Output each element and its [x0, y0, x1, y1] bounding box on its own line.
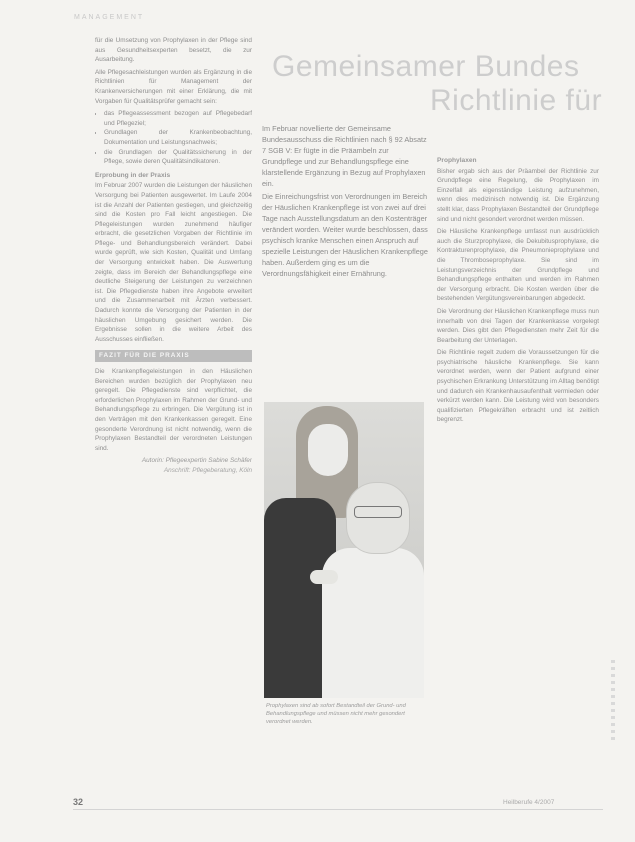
lead-paragraph-1: Im Februar novellierte der Gemeinsame Bundesausschuss die Richtlinien nach § 92 Absatz 7 SGB V: Er fügte in die Präambeln zur Grundpflege und zur Behandlungspflege eine klarstellende Ergänzung in Bezug auf Prophylaxen ein.	[262, 124, 427, 188]
article-lead	[262, 124, 428, 283]
col3-paragraph-2: Die Häusliche Krankenpflege umfasst nun ausdrücklich auch die Sturzprophylaxe, die Dekubitusprophylaxe, die Kontrakturenprophylaxe, die Pneumonieprophylaxe und die Thromboseprophylaxe. Sie sind im Leistungsverzeichnis der Grundpflege und Behandlungspflege enthalten und werden im Rahmen der Versorgung erbracht. Die Kosten werden über die bestehenden Vergütungsvereinbarungen abgedeckt.	[437, 228, 599, 303]
bullet-item: • das Pflegeassessment bezogen auf Pflegebedarf und Pflegeziel;	[104, 109, 252, 128]
page-number: 32	[73, 797, 84, 807]
col1-paragraph-1: für die Umsetzung von Prophylaxen in der Pflege sind aus Gesundheitsexperten besetzt, die zur Ausarbeitung.	[95, 37, 252, 64]
col1-subheading: Erprobung in der Praxis	[95, 171, 171, 179]
bullet-item: • Grundlagen der Krankenbeobachtung, Dokumentation und Leistungsnachweis;	[104, 128, 252, 147]
lead-paragraph-2: Die Einreichungsfrist von Verordnungen im Bereich der Häuslichen Krankenpflege ist von zwei auf drei Tage nach Ausstellungsdatum an den Kostenträger verändert worden. Weiter wurde beschlossen, dass psychisch kranke Menschen einen Anspruch auf spezielle Leistungen der Häuslichen Krankenpflege haben. Außerdem ging es um die Verordnungsfähigkeit einer Ernährung.	[262, 192, 428, 278]
col1-paragraph-4: Die Krankenpflegeleistungen in den Häuslichen Bereichen wurden bezüglich der Prophylaxen neu geregelt. Die Pflegedienste sind verpflichtet, die erforderlichen Prophylaxen im Rahmen der Grund- und Behandlungspflege zu erbringen. Die Vergütung ist in den Verträgen mit den Krankenkassen geregelt. Eine gesonderte Verordnung ist nicht notwendig, wenn die Prophylaxen Bestandteil der verordneten Leistungen sind.	[95, 368, 252, 452]
col3-paragraph-3: Die Verordnung der Häuslichen Krankenpflege muss nun innerhalb von drei Tagen der Krankenkasse vorgelegt werden. Dies gibt den Pflegediensten mehr Zeit für die Bearbeitung der Unterlagen.	[437, 307, 599, 344]
column-left	[95, 36, 252, 748]
elderly-man-figure	[322, 548, 424, 698]
summary-box-heading: FAZIT FÜR DIE PRAXIS	[95, 350, 252, 362]
glasses-icon	[354, 506, 402, 518]
col3-paragraph-4: Die Richtlinie regelt zudem die Voraussetzungen für die psychiatrische häusliche Krankenpflege. Sie kann verordnet werden, wenn der Patient aufgrund einer psychischen Erkrankung Unterstützung im Alltag benötigt und dadurch ein Krankenhausaufenthalt vermieden oder verkürzt werden kann. Die Leistung wird von besonders qualifizierten Pflegekräften erbracht und ist zeitlich begrenzt.	[437, 349, 599, 424]
column-right	[437, 152, 599, 752]
col1-bullet-list	[95, 109, 252, 167]
col1-paragraph-2: Alle Pflegesachleistungen wurden als Ergänzung in die Richtlinien für Management der Krankenversicherungen mit einer Erklärung, die mit Vorgaben für Qualitätsprüfer gemacht sein:	[95, 68, 252, 105]
col3-paragraph-1: Bisher ergab sich aus der Präambel der Richtlinie zur Grundpflege eine Regelung, die Prophylaxen im Einzelfall als eigenständige Leistung aufzunehmen, wenn dies medizinisch notwendig ist. Die Ergänzung stellt klar, dass Prophylaxen Bestandteil der Grundpflege sind und nicht gesondert verordnet werden müssen.	[437, 167, 599, 223]
footer-divider	[73, 809, 603, 810]
headline-line-2: Richtlinie für	[430, 84, 603, 117]
bullet-item: • die Grundlagen der Qualitätssicherung in der Pflege, sowie deren Qualitätsindikatoren.	[104, 148, 252, 167]
author-byline: Autorin: Pflegeexpertin Sabine Schäfer	[141, 457, 252, 465]
col3-subheading: Prophylaxen	[437, 157, 477, 164]
section-tag: MANAGEMENT	[74, 14, 145, 21]
author-address: Anschrift: Pflegeberatung, Köln	[163, 466, 252, 474]
headline-line-1: Gemeinsamer Bundes	[272, 50, 580, 83]
article-photo	[264, 402, 424, 698]
photo-caption: Prophylaxen sind ab sofort Bestandteil der Grund- und Behandlungspflege und müssen nicht mehr gesondert verordnet werden.	[266, 703, 406, 726]
side-marker	[611, 660, 615, 740]
col1-paragraph-3: Im Februar 2007 wurden die Leistungen der häuslichen Versorgung bei Patienten ausgewertet. Im Laufe 2004 ist die Anzahl der Patienten gestiegen, und gleichzeitig sind die Kosten pro Fall leicht angestiegen. Die Pflegeleistungen wurden zunehmend häufiger erbracht, die gesetzlichen Vorgaben der Richtlinie im Pflege- und Behandlungsbereich verändert. Dabei wurde geprüft, wie sich Kosten, Qualität und Umfang der Versorgung entwickelt haben. Die Auswertung zeigte, dass im Bereich der Behandlungspflege eine deutliche Steigerung der Leistungen zu verzeichnen ist. Die Pflegedienste haben ihre Angebote erweitert und die Zusammenarbeit mit Ärzten verbessert. Dadurch konnte die Versorgung der Patienten in der häuslichen Umgebung gesichert werden. Die Ergebnisse sollen in die weitere Arbeit des Ausschusses einfließen.	[95, 182, 252, 343]
magazine-issue: Heilberufe 4/2007	[503, 799, 555, 806]
